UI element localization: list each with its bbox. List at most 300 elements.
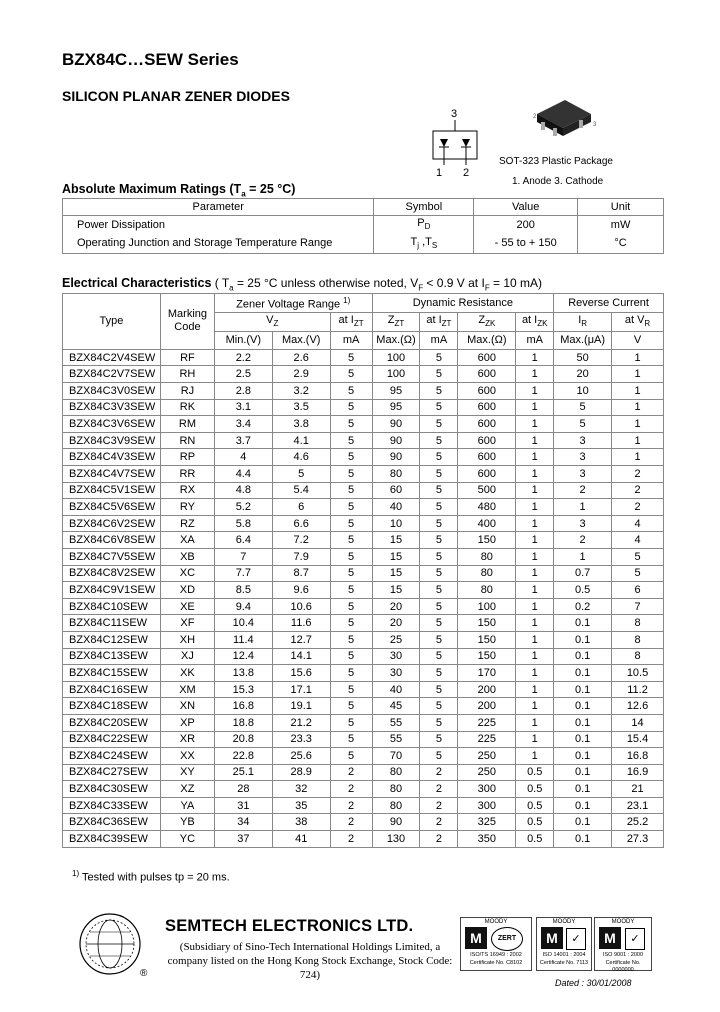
table-cell: 1 [612, 399, 664, 416]
table-row [63, 781, 664, 798]
table-cell: RJ [160, 383, 214, 400]
package-photo [525, 92, 600, 147]
table-cell: YC [160, 831, 214, 848]
table-cell: 45 [372, 698, 420, 715]
table-cell: 90 [372, 449, 420, 466]
table-row [63, 349, 664, 366]
table-cell: YA [160, 797, 214, 814]
table-cell: 5 [420, 399, 458, 416]
table-cell: 7.7 [214, 565, 272, 582]
table-cell: 200 [458, 698, 516, 715]
ukas-check-icon: ✓ [566, 928, 586, 950]
table-row [63, 565, 664, 582]
table-cell: 38 [272, 814, 330, 831]
table-row [63, 499, 664, 516]
table-cell: XP [160, 714, 214, 731]
table-cell: 12.7 [272, 631, 330, 648]
table-cell: 0.1 [554, 714, 612, 731]
schematic-pin1-label: 1 [436, 167, 443, 179]
table-cell: 5 [330, 615, 372, 632]
table-cell: 0.1 [554, 748, 612, 765]
table-cell: 3.1 [214, 399, 272, 416]
table-cell: BZX84C13SEW [63, 648, 161, 665]
table-cell: 10.5 [612, 665, 664, 682]
table-cell: BZX84C27SEW [63, 764, 161, 781]
table-cell: 1 [554, 548, 612, 565]
table-cell: 0.1 [554, 831, 612, 848]
table-cell: 1 [516, 482, 554, 499]
table-cell: 300 [458, 781, 516, 798]
table-cell: 600 [458, 449, 516, 466]
table-cell: 90 [372, 416, 420, 433]
table-cell: 8.5 [214, 582, 272, 599]
table-cell: 11.2 [612, 681, 664, 698]
ec-sub-ir: $I_R$ [554, 312, 612, 331]
table-cell: 30 [372, 665, 420, 682]
table-cell: BZX84C8V2SEW [63, 565, 161, 582]
table-cell: 9.4 [214, 598, 272, 615]
table-cell: 1 [516, 399, 554, 416]
table-cell: 5 [330, 499, 372, 516]
table-cell: 55 [372, 714, 420, 731]
amr-col-parameter: Parameter [63, 199, 374, 216]
table-cell: XH [160, 631, 214, 648]
photo-pin3-label: 3 [593, 122, 597, 128]
table-row [63, 814, 664, 831]
table-cell: 2 [420, 781, 458, 798]
table-cell: 100 [372, 366, 420, 383]
table-cell: 5 [420, 598, 458, 615]
table-cell: RY [160, 499, 214, 516]
table-cell: 2.2 [214, 349, 272, 366]
table-cell: BZX84C3V6SEW [63, 416, 161, 433]
table-row [63, 681, 664, 698]
table-row [63, 764, 664, 781]
table-cell: 2 [554, 482, 612, 499]
table-cell: 20 [372, 598, 420, 615]
table-cell: 5 [420, 416, 458, 433]
table-cell: 480 [458, 499, 516, 516]
table-cell: 1 [516, 582, 554, 599]
ec-sub-zzt: $Z_{ZT}$ [372, 312, 420, 331]
table-cell: 3.2 [272, 383, 330, 400]
zert-icon: ZERT [491, 927, 523, 951]
table-cell: 17.1 [272, 681, 330, 698]
table-row [63, 797, 664, 814]
table-cell: 1 [612, 449, 664, 466]
table-cell: 37 [214, 831, 272, 848]
table-cell: 1 [612, 432, 664, 449]
table-cell: 325 [458, 814, 516, 831]
table-cell: 1 [516, 681, 554, 698]
table-cell: 7 [612, 598, 664, 615]
table-cell: 34 [214, 814, 272, 831]
table-cell: 5 [420, 366, 458, 383]
pin-note: 1. Anode 3. Cathode [512, 176, 604, 187]
electrical-characteristics-table [62, 293, 664, 848]
table-cell: 31 [214, 797, 272, 814]
table-cell: 8 [612, 615, 664, 632]
table-cell: 19.1 [272, 698, 330, 715]
table-cell: 1 [516, 598, 554, 615]
table-cell: 80 [372, 781, 420, 798]
moody-m-icon: M [599, 927, 621, 949]
table-cell: 5 [420, 731, 458, 748]
table-cell: 600 [458, 383, 516, 400]
table-cell: 1 [516, 714, 554, 731]
table-cell: 12.4 [214, 648, 272, 665]
table-cell: 150 [458, 631, 516, 648]
table-cell: 90 [372, 814, 420, 831]
table-cell: 4.6 [272, 449, 330, 466]
table-cell: 5 [330, 432, 372, 449]
table-row [63, 665, 664, 682]
table-cell: 28.9 [272, 764, 330, 781]
table-cell: 1 [516, 665, 554, 682]
table-cell: 250 [458, 764, 516, 781]
table-cell: 5 [420, 349, 458, 366]
table-cell: XZ [160, 781, 214, 798]
table-cell: 2.5 [214, 366, 272, 383]
table-cell: BZX84C5V6SEW [63, 499, 161, 516]
table-cell: 15.3 [214, 681, 272, 698]
table-cell: 5 [420, 432, 458, 449]
table-cell: 3 [554, 449, 612, 466]
table-cell: 11.6 [272, 615, 330, 632]
table-cell: BZX84C3V0SEW [63, 383, 161, 400]
table-cell: 95 [372, 399, 420, 416]
table-cell: XA [160, 532, 214, 549]
table-cell: 5 [330, 383, 372, 400]
table-cell: 1 [516, 731, 554, 748]
table-cell: 1 [516, 366, 554, 383]
table-cell: 1 [612, 416, 664, 433]
table-cell: 400 [458, 515, 516, 532]
table-cell: 28 [214, 781, 272, 798]
table-cell: BZX84C10SEW [63, 598, 161, 615]
table-cell: 80 [372, 466, 420, 483]
table-cell: 55 [372, 731, 420, 748]
table-cell: 0.1 [554, 731, 612, 748]
table-cell: 3 [554, 515, 612, 532]
amr-row: Power Dissipation $P_D$ 200 mW [63, 216, 664, 234]
table-row [63, 432, 664, 449]
table-cell: 5 [420, 748, 458, 765]
table-cell: 2.8 [214, 383, 272, 400]
table-cell: RN [160, 432, 214, 449]
table-cell: 70 [372, 748, 420, 765]
table-cell: 5 [420, 698, 458, 715]
table-cell: 2.6 [272, 349, 330, 366]
table-cell: 0.1 [554, 648, 612, 665]
table-row [63, 532, 664, 549]
table-cell: BZX84C3V9SEW [63, 432, 161, 449]
table-cell: 2 [612, 466, 664, 483]
absolute-max-ratings-table [62, 198, 664, 254]
table-cell: 5 [330, 548, 372, 565]
table-cell: 23.1 [612, 797, 664, 814]
table-cell: RH [160, 366, 214, 383]
table-cell: 4.8 [214, 482, 272, 499]
table-cell: 15 [372, 532, 420, 549]
table-cell: BZX84C3V3SEW [63, 399, 161, 416]
table-cell: 0.5 [516, 781, 554, 798]
moody-m-icon: M [541, 927, 563, 949]
table-row [63, 449, 664, 466]
table-row [63, 698, 664, 715]
ec-col-type: Type [63, 294, 161, 350]
table-cell: XJ [160, 648, 214, 665]
table-cell: 6 [272, 499, 330, 516]
table-row [63, 748, 664, 765]
table-cell: XB [160, 548, 214, 565]
amr-col-symbol: Symbol [374, 199, 474, 216]
table-cell: 80 [458, 582, 516, 599]
table-cell: 5 [330, 582, 372, 599]
table-cell: 95 [372, 383, 420, 400]
table-cell: 150 [458, 615, 516, 632]
moody-m-icon: M [465, 927, 487, 949]
registered-mark: ® [140, 968, 148, 979]
table-cell: 5 [330, 416, 372, 433]
table-cell: 7.2 [272, 532, 330, 549]
table-cell: 1 [516, 449, 554, 466]
table-cell: 0.5 [554, 582, 612, 599]
table-cell: BZX84C5V1SEW [63, 482, 161, 499]
table-cell: 5 [330, 366, 372, 383]
table-cell: 0.1 [554, 797, 612, 814]
table-cell: 13.8 [214, 665, 272, 682]
table-cell: 150 [458, 532, 516, 549]
table-cell: 0.1 [554, 631, 612, 648]
table-cell: 14 [612, 714, 664, 731]
table-cell: 1 [516, 548, 554, 565]
table-cell: BZX84C30SEW [63, 781, 161, 798]
table-cell: 2 [330, 797, 372, 814]
ec-heading: Electrical Characteristics ( $T_a = 25$ °C unless otherwise noted, $V_F < 0.9$ V at $I_F = 10$ mA) [62, 276, 543, 293]
table-cell: BZX84C7V5SEW [63, 548, 161, 565]
table-cell: 50 [554, 349, 612, 366]
table-cell: XF [160, 615, 214, 632]
table-cell: 5 [330, 731, 372, 748]
table-cell: 250 [458, 748, 516, 765]
table-cell: RX [160, 482, 214, 499]
table-cell: 200 [458, 681, 516, 698]
page-subtitle: SILICON PLANAR ZENER DIODES [62, 88, 290, 104]
table-cell: BZX84C4V7SEW [63, 466, 161, 483]
table-cell: RM [160, 416, 214, 433]
table-row [63, 466, 664, 483]
table-cell: 11.4 [214, 631, 272, 648]
table-cell: RK [160, 399, 214, 416]
table-cell: 1 [516, 349, 554, 366]
table-cell: 5 [330, 698, 372, 715]
table-cell: 2 [420, 831, 458, 848]
table-cell: 2 [420, 764, 458, 781]
table-cell: BZX84C39SEW [63, 831, 161, 848]
table-cell: 16.8 [214, 698, 272, 715]
table-cell: 350 [458, 831, 516, 848]
table-cell: 1 [516, 499, 554, 516]
table-cell: 3.7 [214, 432, 272, 449]
table-cell: 3.8 [272, 416, 330, 433]
table-cell: 1 [516, 631, 554, 648]
table-cell: XX [160, 748, 214, 765]
table-cell: 5.4 [272, 482, 330, 499]
table-cell: 2 [554, 532, 612, 549]
table-cell: 5 [330, 648, 372, 665]
table-cell: 5 [420, 648, 458, 665]
ec-sub-izk: at $I_{ZK}$ [516, 312, 554, 331]
table-cell: 1 [516, 532, 554, 549]
table-cell: 4 [214, 449, 272, 466]
table-cell: 5 [330, 532, 372, 549]
table-cell: BZX84C20SEW [63, 714, 161, 731]
table-cell: 1 [612, 383, 664, 400]
table-cell: YB [160, 814, 214, 831]
table-cell: 2 [612, 482, 664, 499]
ec-sub-izt: at $I_{ZT}$ [330, 312, 372, 331]
ec-table-body [63, 349, 664, 847]
table-cell: 0.7 [554, 565, 612, 582]
dated-label: Dated : 30/01/2008 [555, 978, 632, 988]
table-cell: 20 [372, 615, 420, 632]
table-row [63, 714, 664, 731]
table-cell: 5 [554, 399, 612, 416]
table-cell: 5 [420, 383, 458, 400]
table-cell: 25.6 [272, 748, 330, 765]
table-cell: 0.1 [554, 814, 612, 831]
table-cell: 600 [458, 366, 516, 383]
table-row [63, 731, 664, 748]
table-cell: 10 [554, 383, 612, 400]
table-cell: 1 [516, 698, 554, 715]
table-cell: 15 [372, 548, 420, 565]
table-cell: RR [160, 466, 214, 483]
company-name: SEMTECH ELECTRONICS LTD. [165, 917, 414, 935]
amr-heading: Absolute Maximum Ratings ($T_a = 25$ °C) [62, 182, 296, 199]
table-cell: 225 [458, 714, 516, 731]
table-cell: BZX84C36SEW [63, 814, 161, 831]
table-cell: 600 [458, 349, 516, 366]
table-cell: XC [160, 565, 214, 582]
table-cell: BZX84C24SEW [63, 748, 161, 765]
table-cell: 1 [554, 499, 612, 516]
table-cell: XR [160, 731, 214, 748]
table-cell: 5 [330, 565, 372, 582]
table-cell: 0.1 [554, 698, 612, 715]
table-cell: 80 [372, 764, 420, 781]
ec-col-reverse: Reverse Current [554, 294, 664, 313]
table-row [63, 383, 664, 400]
table-cell: 18.8 [214, 714, 272, 731]
table-cell: 25.2 [612, 814, 664, 831]
diode-schematic-icon [425, 105, 495, 180]
table-cell: 4.1 [272, 432, 330, 449]
table-cell: 2.9 [272, 366, 330, 383]
table-cell: BZX84C9V1SEW [63, 582, 161, 599]
table-cell: 0.1 [554, 764, 612, 781]
table-cell: 5 [420, 449, 458, 466]
table-cell: 20.8 [214, 731, 272, 748]
table-cell: BZX84C11SEW [63, 615, 161, 632]
table-cell: 5 [330, 449, 372, 466]
table-cell: 10 [372, 515, 420, 532]
table-cell: 5 [330, 714, 372, 731]
table-cell: BZX84C6V8SEW [63, 532, 161, 549]
table-row [63, 582, 664, 599]
table-cell: 5 [330, 515, 372, 532]
table-cell: 90 [372, 432, 420, 449]
table-cell: 150 [458, 648, 516, 665]
table-cell: 60 [372, 482, 420, 499]
table-cell: 3.5 [272, 399, 330, 416]
table-cell: 7 [214, 548, 272, 565]
table-cell: 5 [420, 482, 458, 499]
table-cell: 100 [372, 349, 420, 366]
table-cell: 35 [272, 797, 330, 814]
table-cell: 5.2 [214, 499, 272, 516]
table-cell: 5 [330, 399, 372, 416]
table-cell: 4.4 [214, 466, 272, 483]
ec-units-row: Min.(V) Max.(V) mA Max.(Ω) mA Max.(Ω) mA Max.(μA) V [63, 331, 664, 349]
subsidiary-text: (Subsidiary of Sino-Tech International Holdings Limited, a company listed on the Hong Kong Stock Exchange, Stock Code: 724) [167, 941, 453, 981]
table-cell: 1 [516, 648, 554, 665]
table-cell: 1 [516, 615, 554, 632]
table-cell: 23.3 [272, 731, 330, 748]
table-cell: BZX84C22SEW [63, 731, 161, 748]
table-cell: 15 [372, 582, 420, 599]
table-cell: 10.4 [214, 615, 272, 632]
table-cell: 14.1 [272, 648, 330, 665]
table-cell: 4 [612, 532, 664, 549]
table-cell: 40 [372, 499, 420, 516]
table-cell: BZX84C12SEW [63, 631, 161, 648]
table-row [63, 482, 664, 499]
table-cell: 300 [458, 797, 516, 814]
table-cell: 0.1 [554, 781, 612, 798]
table-row [63, 631, 664, 648]
table-cell: 6.6 [272, 515, 330, 532]
amr-col-value: Value [474, 199, 578, 216]
table-cell: 5 [420, 615, 458, 632]
table-cell: 500 [458, 482, 516, 499]
ec-sub-izt2: at $I_{ZT}$ [420, 312, 458, 331]
table-cell: 5 [330, 466, 372, 483]
table-cell: RF [160, 349, 214, 366]
table-cell: 5 [330, 748, 372, 765]
package-label: SOT-323 Plastic Package [499, 156, 613, 167]
table-cell: 2 [330, 831, 372, 848]
table-cell: 0.5 [516, 764, 554, 781]
table-cell: 20 [554, 366, 612, 383]
table-cell: 0.1 [554, 665, 612, 682]
table-cell: 8 [612, 648, 664, 665]
table-cell: 5 [330, 665, 372, 682]
table-cell: 1 [516, 748, 554, 765]
table-cell: 10.6 [272, 598, 330, 615]
table-cell: 0.5 [516, 831, 554, 848]
table-cell: 5 [420, 499, 458, 516]
table-cell: 0.2 [554, 598, 612, 615]
table-cell: 2 [330, 781, 372, 798]
table-cell: 4 [612, 515, 664, 532]
table-cell: XD [160, 582, 214, 599]
table-cell: 600 [458, 416, 516, 433]
table-cell: RP [160, 449, 214, 466]
photo-pin2-label: 2 [533, 114, 537, 120]
table-cell: BZX84C2V7SEW [63, 366, 161, 383]
